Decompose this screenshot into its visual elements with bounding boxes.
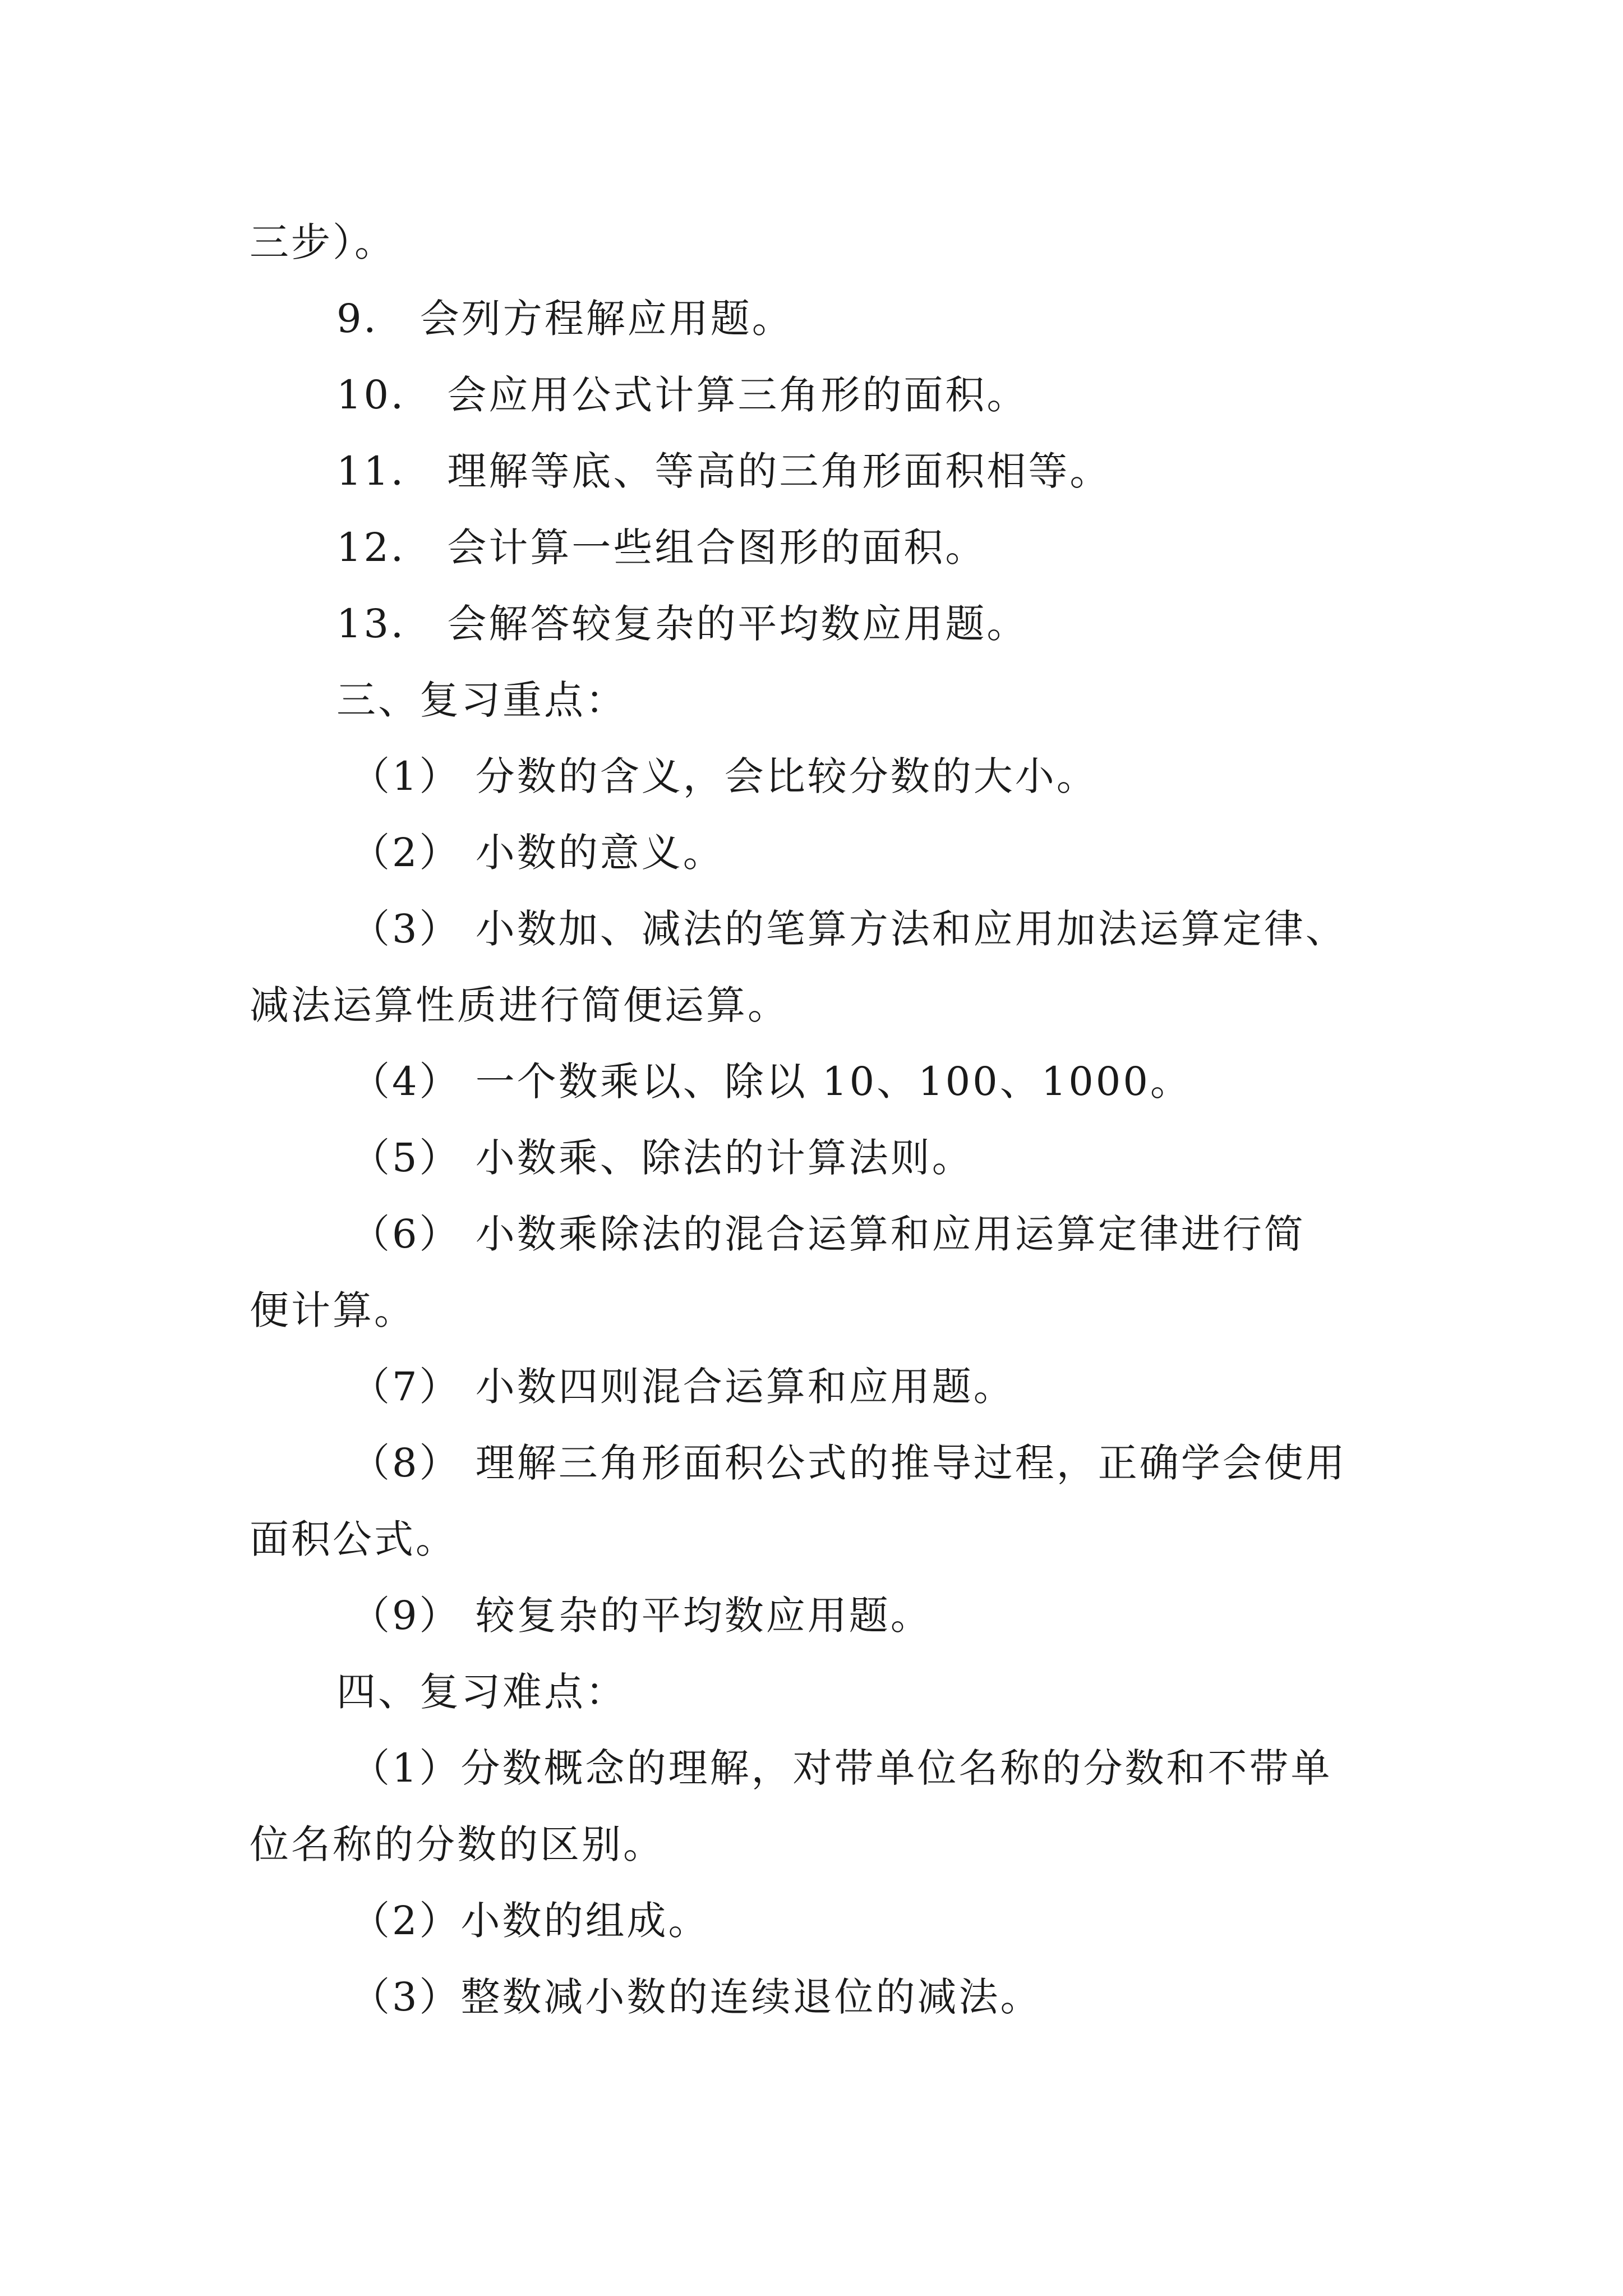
list-item: 10． 会应用公式计算三角形的面积。 bbox=[336, 372, 1029, 418]
section-heading: 三、复习重点： bbox=[336, 677, 627, 723]
list-item: （4） 一个数乘以、除以 10、100、1000。 bbox=[351, 1059, 1192, 1105]
text-line: 位名称的分数的区别。 bbox=[250, 1821, 665, 1867]
list-item: （9） 较复杂的平均数应用题。 bbox=[351, 1593, 932, 1639]
text-line: 三步）。 bbox=[250, 219, 396, 265]
list-item: （2）小数的组成。 bbox=[351, 1898, 710, 1944]
list-item: 12． 会计算一些组合图形的面积。 bbox=[336, 524, 987, 570]
list-item: （1） 分数的含义，会比较分数的大小。 bbox=[351, 753, 1098, 799]
list-item: （2） 小数的意义。 bbox=[351, 830, 725, 876]
list-item: 9． 会列方程解应用题。 bbox=[336, 296, 794, 342]
text-line: 面积公式。 bbox=[250, 1516, 457, 1562]
list-item: （3）整数减小数的连续退位的减法。 bbox=[351, 1974, 1042, 2020]
text-line: 减法运算性质进行简便运算。 bbox=[250, 982, 789, 1028]
list-item: （5） 小数乘、除法的计算法则。 bbox=[351, 1135, 974, 1181]
list-item: 11． 理解等底、等高的三角形面积相等。 bbox=[336, 448, 1112, 494]
list-item: （3） 小数加、减法的笔算方法和应用加法运算定律、 bbox=[351, 906, 1347, 952]
list-item: （1）分数概念的理解，对带单位名称的分数和不带单 bbox=[351, 1745, 1332, 1791]
text-line: 便计算。 bbox=[250, 1287, 416, 1333]
list-item: 13． 会解答较复杂的平均数应用题。 bbox=[336, 601, 1029, 647]
list-item: （6） 小数乘除法的混合运算和应用运算定律进行简 bbox=[351, 1211, 1306, 1257]
section-heading: 四、复习难点： bbox=[336, 1669, 627, 1715]
list-item: （8） 理解三角形面积公式的推导过程，正确学会使用 bbox=[351, 1440, 1347, 1486]
list-item: （7） 小数四则混合运算和应用题。 bbox=[351, 1364, 1015, 1410]
